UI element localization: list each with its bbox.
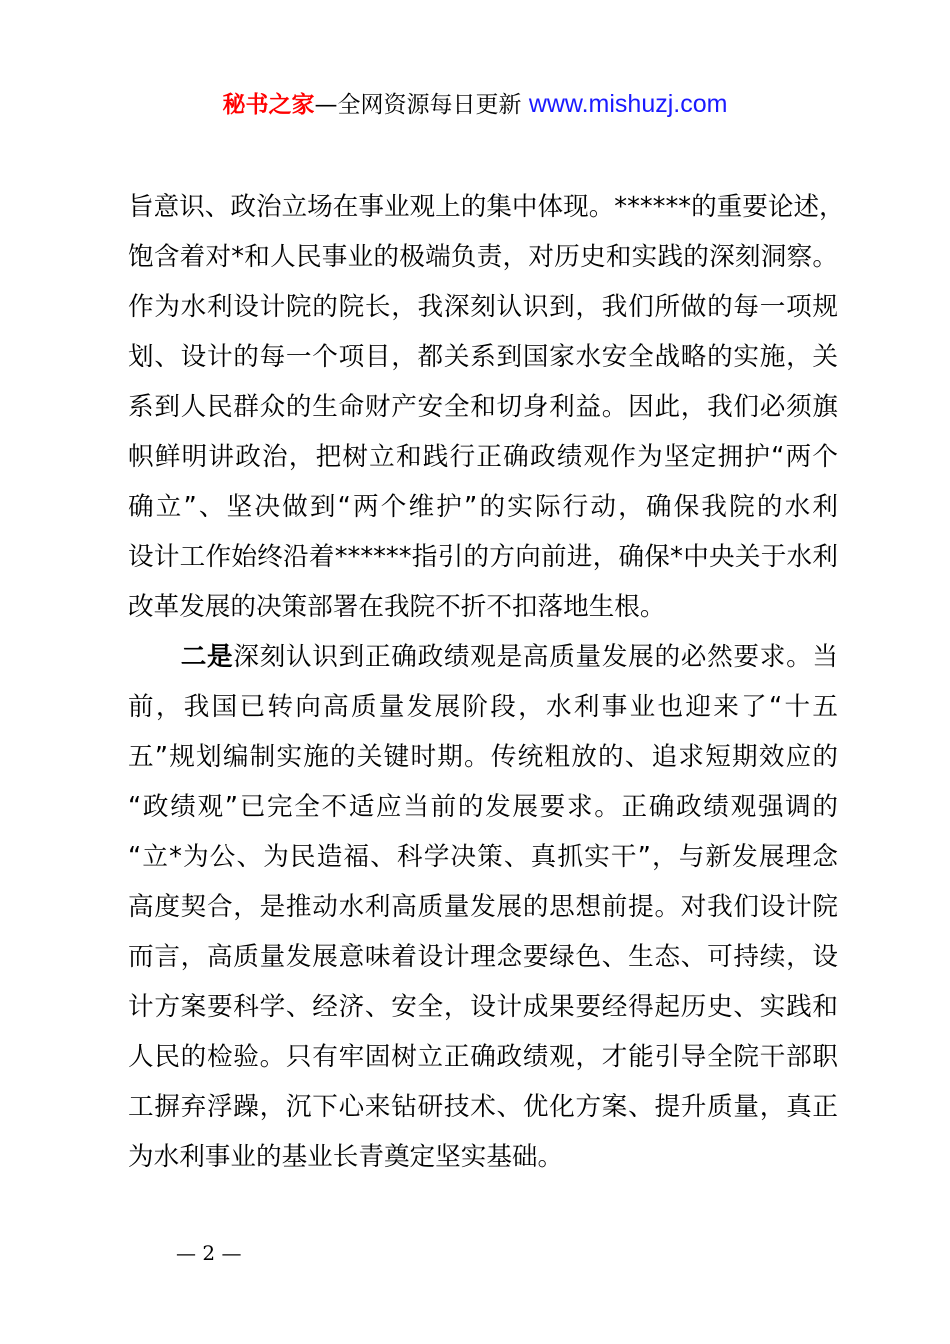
text-line: “政绩观”已完全不适应当前的发展要求。正确政绩观强调的 [128, 792, 838, 822]
text-line: 旨意识、政治立场在事业观上的集中体现。******的重要论述， [128, 192, 845, 222]
text-line: “立*为公、为民造福、科学决策、真抓实干”，与新发展理念 [128, 842, 838, 872]
text-line: 作为水利设计院的院长，我深刻认识到，我们所做的每一项规 [128, 292, 838, 322]
text-line: 改革发展的决策部署在我院不折不扣落地生根。 [128, 592, 666, 622]
site-url[interactable]: www.mishuzj.com [528, 90, 728, 118]
site-header [0, 86, 950, 123]
text-line: 高度契合，是推动水利高质量发展的思想前提。对我们设计院 [128, 892, 838, 922]
brand-name: 秘书之家 [222, 92, 315, 118]
text-line: 系到人民群众的生命财产安全和切身利益。因此，我们必须旗 [128, 392, 838, 422]
text-line: 确立”、坚决做到“两个维护”的实际行动，确保我院的水利 [128, 492, 838, 522]
header-tagline: —全网资源每日更新 [314, 92, 522, 118]
text-line: 而言，高质量发展意味着设计理念要绿色、生态、可持续，设 [128, 942, 838, 972]
text-line: 前，我国已转向高质量发展阶段，水利事业也迎来了“十五 [128, 692, 838, 722]
paragraph-2-first-line [128, 632, 838, 682]
text-line: 帜鲜明讲政治，把树立和践行正确政绩观作为坚定拥护“两个 [128, 442, 838, 472]
text-line: 设计工作始终沿着******指引的方向前进，确保*中央关于水利 [128, 542, 838, 572]
text-line: 计方案要科学、经济、安全，设计成果要经得起历史、实践和 [128, 992, 838, 1022]
document-body [128, 182, 845, 1182]
text-line: 工摒弃浮躁，沉下心来钻研技术、优化方案、提升质量，真正 [128, 1092, 838, 1122]
text-line: 饱含着对*和人民事业的极端负责，对历史和实践的深刻洞察。 [128, 242, 838, 272]
text-line: 为水利事业的基业长青奠定坚实基础。 [128, 1142, 564, 1172]
paragraph-text: 深刻认识到正确政绩观是高质量发展的必然要求。当 [233, 642, 838, 672]
text-line: 五”规划编制实施的关键时期。传统粗放的、追求短期效应的 [128, 742, 838, 772]
text-line: 划、设计的每一个项目，都关系到国家水安全战略的实施，关 [128, 342, 838, 372]
paragraph-lead: 二是 [180, 642, 234, 672]
text-line: 人民的检验。只有牢固树立正确政绩观，才能引导全院干部职 [128, 1042, 838, 1072]
page-number: — 2 — [176, 1241, 242, 1265]
